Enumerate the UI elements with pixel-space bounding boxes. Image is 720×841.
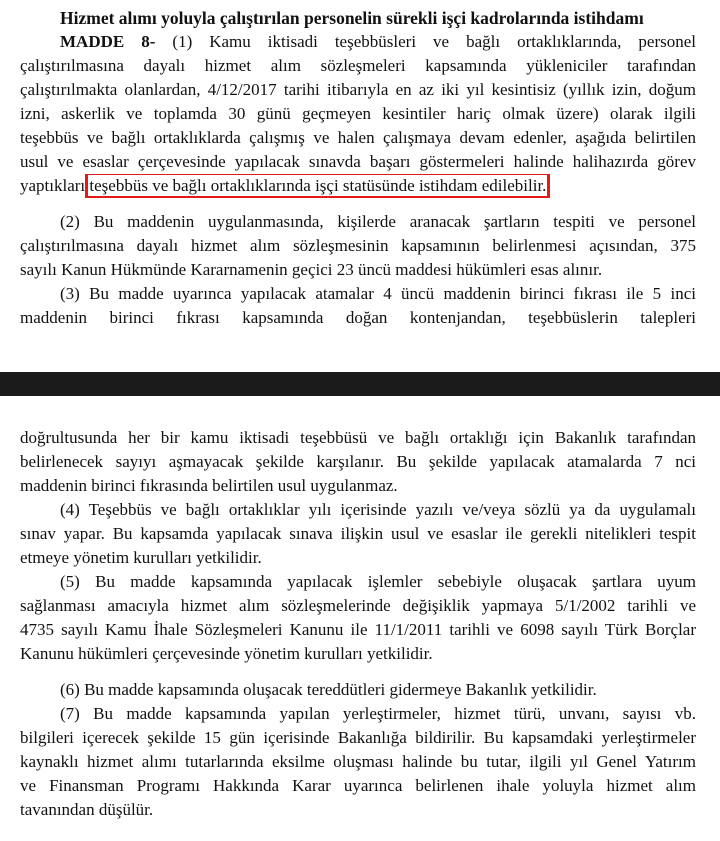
text-line: (2) Bu maddenin uygulanmasında, kişilerde aranacak şartların tespiti ve personel (60, 212, 696, 231)
text-line-content: (1) Kamu iktisadi teşebbüsleri ve bağlı ortaklıklarında, personel (172, 32, 696, 51)
paragraph-4 (20, 498, 696, 570)
text-line: (6) Bu madde kapsamında oluşacak tereddütleri gidermeye Bakanlık yetkilidir. (60, 680, 597, 699)
text-line: etmeye yönetim kurulları yetkilidir. (20, 548, 262, 567)
page-break-divider (0, 372, 720, 396)
text-line: (3) Bu madde uyarınca yapılacak atamalar 4 üncü maddenin birinci fıkrası ile 5 inci (60, 284, 696, 303)
text-line (20, 174, 696, 198)
text-line: (7) Bu madde kapsamında yapılan yerleştirmeler, hizmet türü, unvanı, sayısı vb. (60, 704, 696, 723)
text-line: ve Finansman Programı Hakkında Karar uyarınca belirlenen ihale yoluyla hizmet alım (20, 776, 696, 795)
paragraph-7 (20, 702, 696, 822)
article-number: MADDE 8- (60, 32, 156, 51)
paragraph-3-part-2 (20, 426, 696, 498)
text-line: (4) Teşebbüs ve bağlı ortaklıklar yılı içerisinde yazılı ve/veya sözlü ya da uygulamalı (60, 500, 696, 519)
paragraph-5 (20, 570, 696, 666)
text-line: çalıştırılmakta olanlardan, 4/12/2017 tarihi itibarıyla en az iki yıl kesintisiz (yıllık izin, doğum (20, 80, 696, 99)
page-top-section (0, 0, 720, 372)
text-line-prefix: yaptıkları (20, 176, 86, 195)
article-title: Hizmet alımı yoluyla çalıştırılan personelin sürekli işçi kadrolarında istihdamı (60, 8, 644, 28)
text-line: maddenin birinci fıkrası kapsamında doğan kontenjandan, teşebbüslerin talepleri (20, 308, 696, 327)
text-line: (5) Bu madde kapsamında yapılacak işlemler sebebiyle oluşacak şartlara uyum (60, 572, 696, 591)
text-line: Kanunu hükümleri çerçevesinde yönetim kurulları yetkilidir. (20, 644, 433, 663)
text-line: tavanından düşülür. (20, 800, 154, 819)
paragraph-6 (20, 678, 696, 702)
text-line: çalıştırılmasına dayalı hizmet alım sözleşmeleri kapsamında yükleniciler tarafından (20, 56, 696, 75)
text-line: 4735 sayılı Kamu İhale Sözleşmeleri Kanunu ile 11/1/2011 tarihli ve 6098 sayılı Türk Borçlar (20, 620, 696, 639)
paragraph-2 (20, 210, 696, 282)
paragraph-1 (20, 30, 696, 198)
text-line: teşebbüs ve bağlı ortaklıklarda çalışmış ve halen çalışmaya devam edenler, aşağıda belirtilen (20, 128, 696, 147)
text-line: izni, askerlik ve toplamda 30 günü geçmeyen kesintiler hariç olmak üzere) olarak ilgili (20, 104, 696, 123)
text-line: sayılı Kanun Hükmünde Kararnamenin geçici 23 üncü maddesi hükümleri esas alınır. (20, 260, 603, 279)
text-line: usul ve esaslar çerçevesinde yapılacak sınavda başarı göstermeleri halinde halihazırda görev (20, 152, 696, 171)
text-line: belirlenecek sayıyı aşmayacak şekilde karşılanır. Bu şekilde yapılacak atamalarda 7 nci (20, 452, 696, 471)
paragraph-3-part-1 (20, 282, 696, 330)
text-line: doğrultusunda her bir kamu iktisadi teşebbüsü ve bağlı ortaklığı için Bakanlık tarafından (20, 428, 696, 447)
text-line: sağlanması amacıyla hizmet alım sözleşmelerinde değişiklik yapmaya 5/1/2002 tarihli ve (20, 596, 696, 615)
text-line: sınav yapar. Bu kapsamda yapılacak sınava ilişkin usul ve esaslar ile gerekli nitelikleri tespit (20, 524, 696, 543)
text-line: maddenin birinci fıkrasında belirtilen usul uygulanmaz. (20, 476, 398, 495)
highlighted-phrase: teşebbüs ve bağlı ortaklıklarında işçi statüsünde istihdam edilebilir. (89, 176, 547, 195)
text-line: kaynaklı hizmet alımı tutarlarında eksilme oluşması halinde bu tutar, ilgili yıl Genel Yatırım (20, 752, 696, 771)
text-line: çalıştırılmasına dayalı hizmet alım sözleşmesinin kapsamının belirlenmesi açısından, 375 (20, 236, 696, 255)
text-line: bilgileri içerecek şekilde 15 gün içerisinde Bakanlığa bildirilir. Bu kapsamdaki yerleştirmeler (20, 728, 696, 747)
text-line (20, 30, 696, 54)
